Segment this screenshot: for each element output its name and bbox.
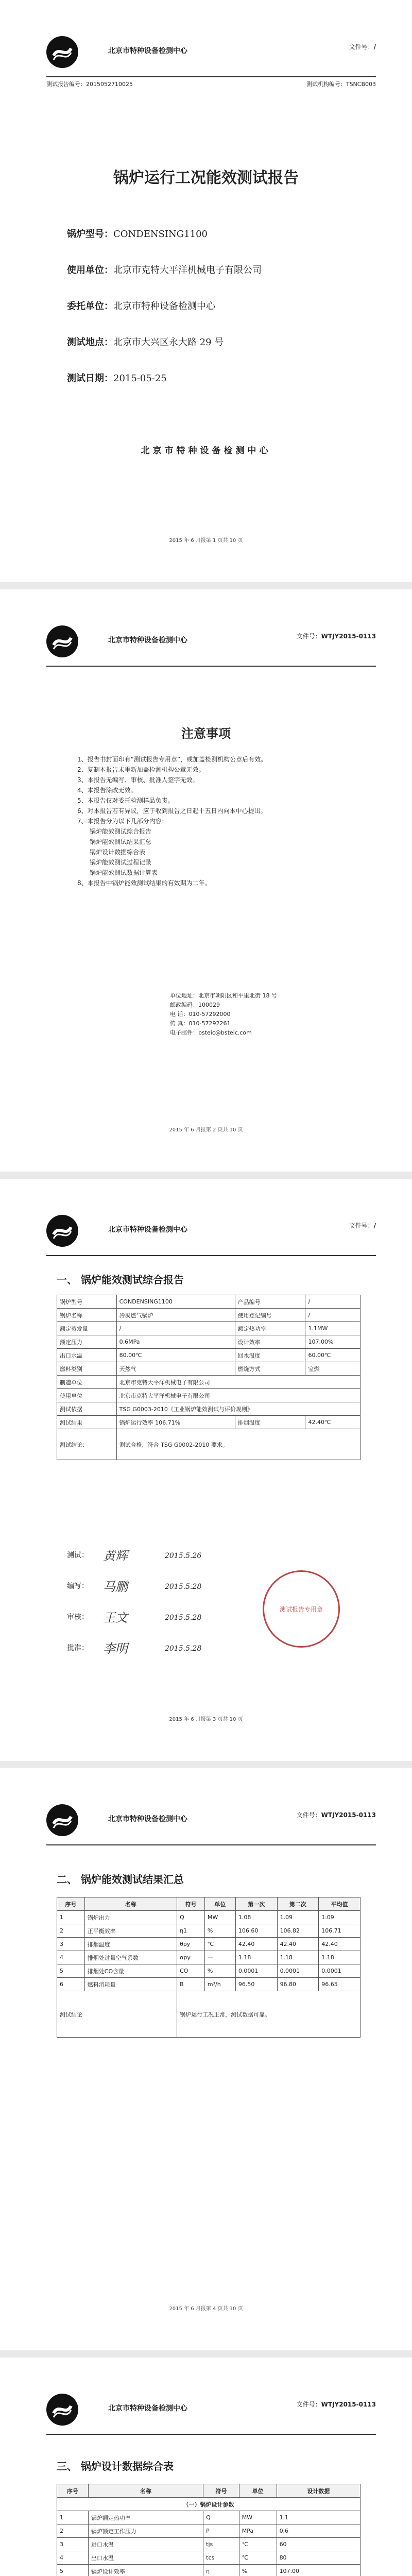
- header-org: 北京市特种设备检测中心: [108, 47, 187, 55]
- signature-block: [67, 1550, 355, 1684]
- notice-item: 1、报告书封面印有“测试报告专用章”，或加盖检测机构公章后有效。: [77, 756, 267, 763]
- report-page-summary: [0, 1179, 412, 1761]
- table-header-row: 序号 名称 符号 单位 设计数据: [57, 2484, 360, 2498]
- page-number: 2015 年 6 月报第 3 页共 10 页: [169, 1717, 243, 1722]
- contact-fax: 传 真：010-57292261: [170, 1020, 231, 1027]
- table-group-row: （一）锅炉设计参数: [57, 2498, 360, 2511]
- signer-role: 审核：: [67, 1613, 89, 1621]
- page-header: [46, 1215, 376, 1256]
- notice-list: [77, 754, 350, 888]
- report-title: 锅炉运行工况能效测试报告: [113, 169, 299, 187]
- table-row: 3 排烟温度 θpy ℃ 42.40 42.40 42.40: [57, 1938, 360, 1951]
- contact-postcode: 邮政编码：100029: [170, 1002, 220, 1008]
- page-header: [46, 1804, 376, 1845]
- sign-date: 2015.5.28: [165, 1614, 202, 1622]
- notice-item: 锅炉能效测试数据计算表: [90, 869, 158, 876]
- section-title: 一、 锅炉能效测试综合报告: [57, 1274, 184, 1286]
- field-test-date: 测试日期：2015-05-25: [67, 373, 167, 384]
- signer-role: 编写：: [67, 1582, 89, 1590]
- notice-item: 5、本报告仅对委托检测样品负责。: [77, 797, 174, 804]
- page-number: 2015 年 6 月报第 4 页共 10 页: [169, 2306, 243, 2312]
- table-row: 测试依据 TSG G0003-2010《工业锅炉能效测试与评价规则》: [57, 1402, 360, 1416]
- notice-item: 8、本报告中锅炉能效测试结果的有效期为二年。: [77, 879, 211, 887]
- field-user-unit: 使用单位：北京市克特大平洋机械电子有限公司: [67, 265, 262, 276]
- report-page-cover: [0, 0, 412, 582]
- report-page-design: [0, 2358, 412, 2576]
- bsteic-logo-icon: [46, 2394, 78, 2426]
- signature: 王文: [103, 1611, 128, 1625]
- table-row: 2 正平衡效率 η1 % 106.60 106.82 106.71: [57, 1924, 360, 1938]
- table-row: 测试结果 锅炉运行效率 106.71% 排烟温度 42.40℃: [57, 1416, 360, 1429]
- signature: 马鹏: [103, 1580, 128, 1594]
- seal-stamp: 测试报告专用章: [263, 1570, 340, 1648]
- bsteic-logo-icon: [46, 625, 78, 657]
- notice-item: 锅炉设计数据综合表: [90, 849, 146, 856]
- sign-date: 2015.5.28: [165, 1583, 202, 1591]
- table-row: 测试结论： 测试合格，符合 TSG G0002-2010 要求。: [57, 1429, 360, 1460]
- report-page-notice: [0, 589, 412, 1172]
- design-table: [57, 2484, 360, 2576]
- table-row: 测试结论 锅炉运行工况正常，测试数据可靠。: [57, 1991, 360, 2038]
- results-table: [57, 1897, 360, 2038]
- header-org: 北京市特种设备检测中心: [108, 2404, 187, 2413]
- notice-item: 锅炉能效测试结果汇总: [90, 838, 152, 845]
- notice-item: 4、本报告涂改无效。: [77, 787, 137, 794]
- table-row: 使用单位 北京市克特大平洋机械电子有限公司: [57, 1389, 360, 1402]
- table-row: 额定蒸发量 / 额定热功率 1.1MW: [57, 1322, 360, 1335]
- page-header: [46, 625, 376, 667]
- bsteic-logo-icon: [46, 1215, 78, 1247]
- field-commission-unit: 委托单位：北京市特种设备检测中心: [67, 301, 215, 312]
- signature: 黄辉: [103, 1549, 128, 1563]
- bsteic-logo-icon: [46, 1804, 78, 1836]
- signer-role: 批准：: [67, 1644, 89, 1652]
- table-row: 燃料类别 天然气 燃烧方式 室燃: [57, 1362, 360, 1376]
- table-row: 2 锅炉额定工作压力 P MPa 0.6: [57, 2524, 360, 2538]
- notice-item: 2、复制本报告未重新加盖检测机构公章无效。: [77, 766, 205, 773]
- page-number: 2015 年 6 月报第 2 页共 10 页: [169, 1127, 243, 1133]
- table-row: 锅炉型号 CONDENSING1100 产品编号 /: [57, 1295, 360, 1309]
- table-row: 出口水温 80.00℃ 回水温度 60.00℃: [57, 1349, 360, 1362]
- contact-block: [170, 991, 277, 1038]
- table-row: 锅炉名称 冷凝燃气锅炉 使用登记编号 /: [57, 1309, 360, 1322]
- notice-title: 注意事项: [181, 726, 231, 741]
- field-boiler-model: 锅炉型号：CONDENSING1100: [67, 229, 208, 240]
- notice-item: 7、本报告分为以下几部分内容：: [77, 818, 168, 825]
- page-header: [46, 2394, 376, 2435]
- contact-email: 电子邮件：bsteic@bsteic.com: [170, 1029, 252, 1036]
- notice-item: 锅炉能效测试综合报告: [90, 828, 152, 835]
- report-page-results: [0, 1768, 412, 2350]
- report-number: 文件号：/: [349, 1222, 376, 1229]
- bsteic-logo-icon: [46, 36, 78, 68]
- cover-footer-org: 北京市特种设备检测中心: [141, 446, 271, 456]
- summary-table: [57, 1295, 360, 1460]
- notice-item: 3、本报告无编写、审核、批准人签字无效。: [77, 776, 199, 784]
- report-number: 文件号：WTJY2015-0113: [296, 633, 376, 640]
- report-number: 文件号：WTJY2015-0113: [296, 1811, 376, 1819]
- table-row: 5 锅炉设计效率 η % 107.00: [57, 2565, 360, 2576]
- signer-role: 测试：: [67, 1551, 89, 1560]
- table-row: 4 排烟处过量空气系数 αpy — 1.18 1.18 1.18: [57, 1951, 360, 1964]
- contact-address: 单位地址：北京市朝阳区和平里北街 18 号: [170, 992, 277, 999]
- header-org: 北京市特种设备检测中心: [108, 1226, 187, 1234]
- report-number: 文件号：WTJY2015-0113: [296, 2401, 376, 2408]
- table-row: 额定压力 0.6MPa 设计效率 107.00%: [57, 1335, 360, 1349]
- notice-item: 6、对本报告若有异议，应于收到报告之日起十五日内向本中心提出。: [77, 807, 267, 815]
- page-header: [46, 36, 376, 77]
- table-row: 5 排烟处CO含量 CO % 0.0001 0.0001 0.0001: [57, 1964, 360, 1978]
- signature: 李明: [103, 1641, 128, 1656]
- section-title: 三、 锅炉设计数据综合表: [57, 2460, 174, 2472]
- report-number: 文件号：/: [349, 43, 376, 50]
- table-row: 4 出口水温 tcs ℃ 80: [57, 2551, 360, 2565]
- page-number: 2015 年 6 月报第 1 页共 10 页: [169, 538, 243, 544]
- contact-phone: 电 话：010-57292000: [170, 1011, 231, 1018]
- header-org: 北京市特种设备检测中心: [108, 636, 187, 645]
- table-row: 1 锅炉额定热功率 Q MW 1.1: [57, 2511, 360, 2524]
- sign-date: 2015.5.26: [165, 1552, 202, 1560]
- table-row: 3 进口水温 tjs ℃ 60: [57, 2538, 360, 2551]
- report-ids: 测试报告编号：2015052710025 测试机构编号：TSNCB003: [46, 81, 376, 88]
- table-row: 6 燃料消耗量 B m³/h 96.50 96.80 96.65: [57, 1978, 360, 1991]
- sign-date: 2015.5.28: [165, 1645, 202, 1653]
- table-row: 1 锅炉出力 Q MW 1.08 1.09 1.09: [57, 1911, 360, 1924]
- field-test-location: 测试地点：北京市大兴区永大路 29 号: [67, 337, 224, 348]
- table-row: 制造单位 北京市克特大平洋机械电子有限公司: [57, 1376, 360, 1389]
- section-title: 二、 锅炉能效测试结果汇总: [57, 1873, 184, 1886]
- header-org: 北京市特种设备检测中心: [108, 1815, 187, 1823]
- table-header-row: 序号 名称 符号 单位 第一次 第二次 平均值: [57, 1897, 360, 1911]
- notice-item: 锅炉能效测试过程记录: [90, 859, 152, 866]
